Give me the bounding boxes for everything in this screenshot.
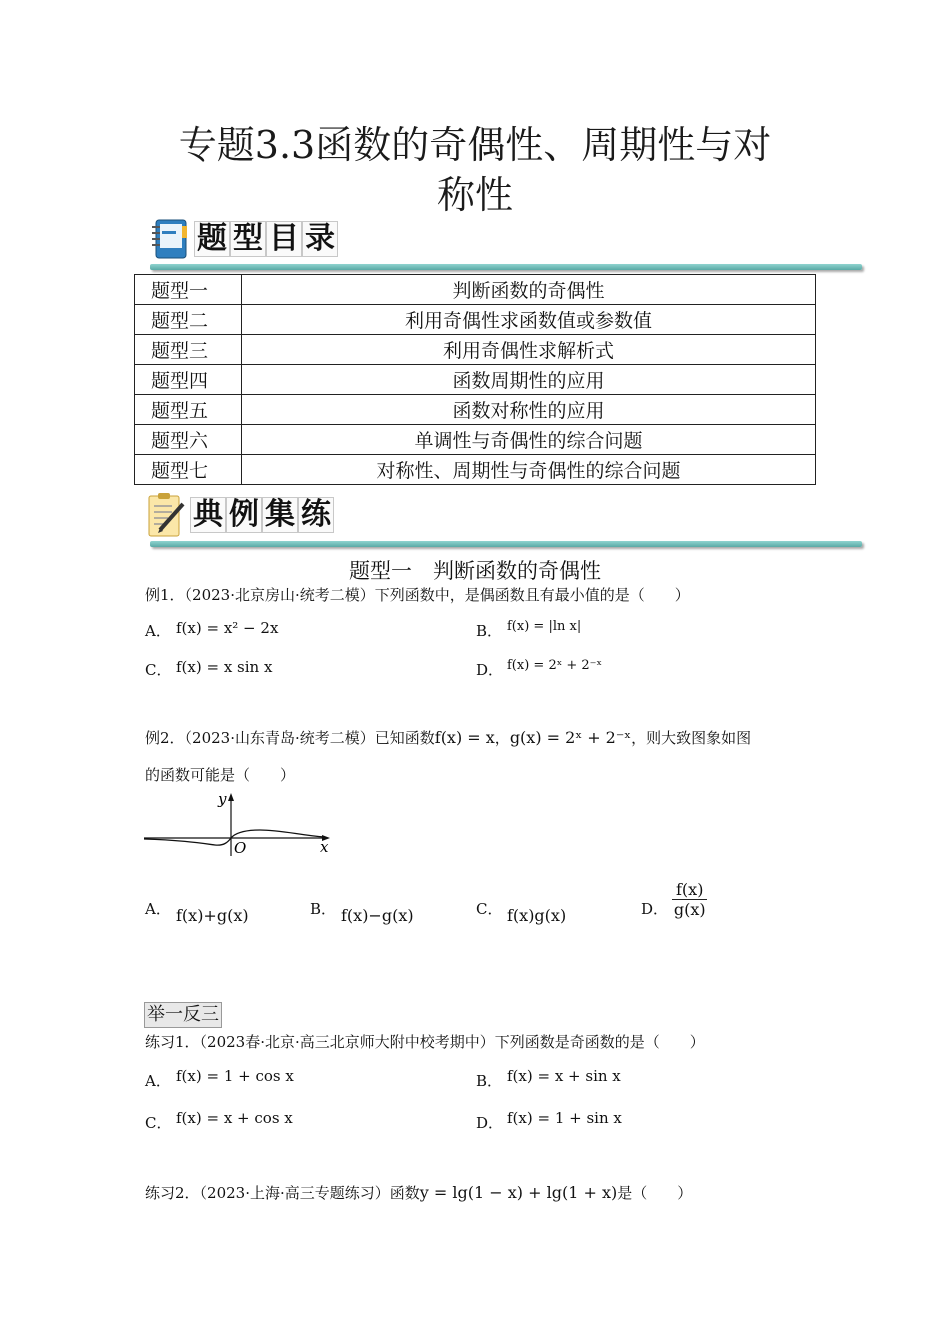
examples-header-char: 练: [298, 497, 334, 533]
table-row: [135, 395, 816, 425]
toc-topic: 判断函数的奇偶性: [242, 275, 816, 305]
toc-type: 题型七: [135, 455, 242, 485]
option-label: D．: [476, 1114, 504, 1132]
option-label: C．: [145, 1114, 172, 1132]
page-title-line1: 专题3.3函数的奇偶性、周期性与对: [178, 123, 772, 167]
fraction: [672, 880, 707, 919]
example2-g-def: g(x) = 2ˣ + 2⁻ˣ: [509, 728, 632, 747]
graph-y-arrow: [228, 793, 234, 801]
practice1-option-c: f(x) = x + cos x: [176, 1109, 293, 1127]
fraction-numerator: f(x): [672, 880, 707, 900]
toc-type: 题型五: [135, 395, 242, 425]
example2-option-c: f(x)g(x): [507, 906, 567, 925]
toc-table: [134, 274, 816, 485]
toc-type: 题型一: [135, 275, 242, 305]
practice2-stem-prefix: 练习2．（2023·上海·高三专题练习）函数: [145, 1184, 420, 1202]
table-row: [135, 335, 816, 365]
example1-stem: 例1．（2023·北京房山·统考二模）下列函数中，是偶函数且有最小值的是（ ）: [145, 586, 690, 604]
table-row: [135, 455, 816, 485]
section-title: 题型一 判断函数的奇偶性: [349, 559, 601, 583]
table-row: [135, 365, 816, 395]
example1-option-b: f(x) = |ln x|: [507, 619, 582, 634]
example2-graph: [140, 790, 340, 860]
option-label: A．: [145, 1072, 171, 1090]
practice2-stem-suffix: 是（ ）: [617, 1184, 693, 1202]
toc-topic: 对称性、周期性与奇偶性的综合问题: [242, 455, 816, 485]
practice-header-char: 一: [165, 1004, 183, 1025]
option-label: D．: [476, 661, 504, 679]
toc-header-char: 型: [230, 221, 266, 257]
clipboard-pen-icon: [146, 492, 186, 538]
option-label: B．: [476, 1072, 503, 1090]
toc-topic: 单调性与奇偶性的综合问题: [242, 425, 816, 455]
toc-topic: 函数对称性的应用: [242, 395, 816, 425]
practice2-function: y = lg(1 − x) + lg(1 + x): [419, 1183, 618, 1202]
option-label: D．: [641, 900, 669, 918]
header-rule: [150, 264, 862, 270]
example2-stem-line2: 的函数可能是（ ）: [145, 766, 296, 784]
toc-header-char: 目: [266, 221, 302, 257]
example2-option-a: f(x)+g(x): [176, 906, 249, 925]
option-label: C．: [145, 661, 172, 679]
option-label: A．: [145, 622, 171, 640]
toc-type: 题型四: [135, 365, 242, 395]
table-row: [135, 425, 816, 455]
practice-header: [144, 1002, 222, 1028]
header-rule: [150, 541, 862, 547]
practice1-option-d: f(x) = 1 + sin x: [507, 1109, 622, 1127]
example2-stem-prefix: 例2．（2023·山东青岛·统考二模）已知函数: [145, 729, 435, 747]
table-row: [135, 275, 816, 305]
table-row: [135, 305, 816, 335]
toc-header-char: 录: [302, 221, 338, 257]
practice-header-char: 举: [147, 1004, 165, 1025]
option-label: B．: [310, 900, 337, 918]
toc-topic: 函数周期性的应用: [242, 365, 816, 395]
option-label: A．: [145, 900, 171, 918]
option-label: C．: [476, 900, 503, 918]
practice-header-char: 反: [183, 1004, 201, 1025]
practice1-option-b: f(x) = x + sin x: [507, 1067, 621, 1085]
example2-separator: ，: [494, 729, 510, 747]
practice1-stem: 练习1．（2023春·北京·高三北京师大附中校考期中）下列函数是奇函数的是（ ）: [145, 1033, 705, 1051]
examples-header-char: 典: [190, 497, 226, 533]
examples-header-char: 集: [262, 497, 298, 533]
notebook-icon: [150, 218, 190, 260]
toc-type: 题型二: [135, 305, 242, 335]
toc-header: [150, 218, 338, 260]
example2-option-b: f(x)−g(x): [341, 906, 414, 925]
example2-stem-suffix: ，则大致图象如图: [631, 729, 752, 747]
example1-option-c: f(x) = x sin x: [176, 658, 273, 676]
practice-header-char: 三: [201, 1004, 219, 1025]
option-label: B．: [476, 622, 503, 640]
graph-y-label: y: [218, 790, 227, 808]
example1-option-a: f(x) = x² − 2x: [176, 619, 279, 637]
toc-type: 题型六: [135, 425, 242, 455]
fraction-denominator: g(x): [673, 900, 706, 919]
toc-topic: 利用奇偶性求函数值或参数值: [242, 305, 816, 335]
example2-option-d: [672, 880, 707, 919]
page-title-line2: 称性: [436, 173, 513, 217]
practice1-option-a: f(x) = 1 + cos x: [176, 1067, 294, 1085]
graph-origin-label: O: [234, 839, 247, 857]
examples-header-char: 例: [226, 497, 262, 533]
example1-option-d: f(x) = 2ˣ + 2⁻ˣ: [507, 658, 603, 673]
toc-header-char: 题: [194, 221, 230, 257]
example2-f-def: f(x) = x: [434, 728, 495, 747]
examples-header: [146, 492, 334, 538]
graph-x-label: x: [320, 838, 329, 856]
toc-type: 题型三: [135, 335, 242, 365]
toc-topic: 利用奇偶性求解析式: [242, 335, 816, 365]
